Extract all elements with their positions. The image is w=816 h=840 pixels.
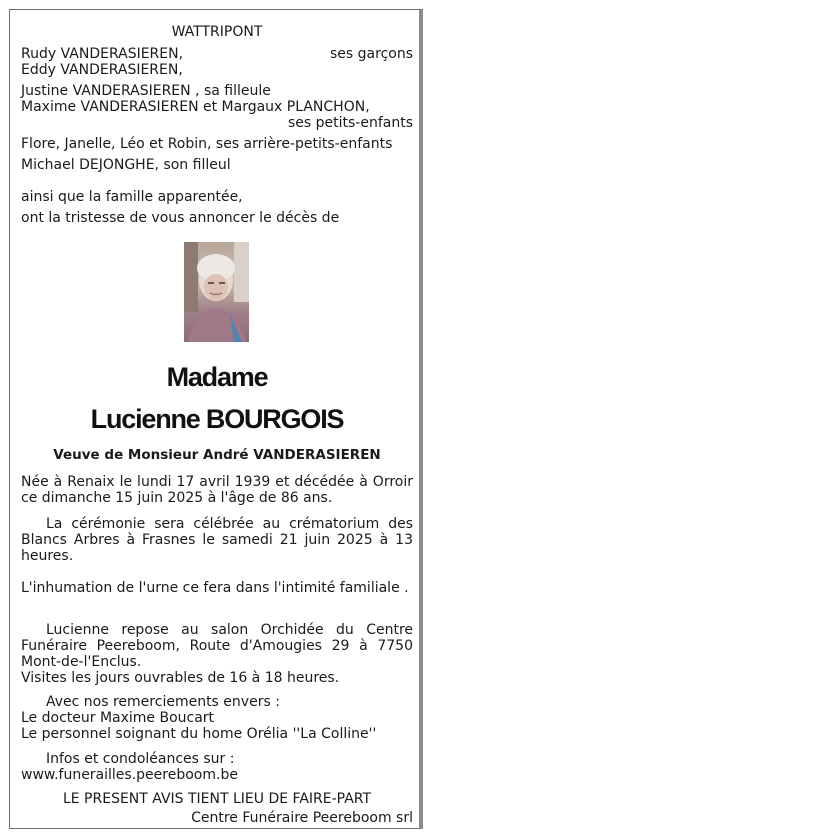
- family-member-justine: Justine VANDERASIEREN , sa filleule: [21, 83, 271, 99]
- thanks-doctor: Le docteur Maxime Boucart: [21, 710, 215, 726]
- inhumation-text: L'inhumation de l'urne ce fera dans l'intimité familiale .: [21, 580, 409, 596]
- birth-death-text: Née à Renaix le lundi 17 avril 1939 et décédée à Orroir ce dimanche 15 juin 2025 à l'âge de 86 ans.: [21, 474, 413, 506]
- rest-location-text: Lucienne repose au salon Orchidée du Centre Funéraire Peereboom, Route d'Amougies 29 à 7750 Mont-de-l'Enclus.: [21, 622, 413, 670]
- widow-of: Veuve de Monsieur André VANDERASIEREN: [53, 447, 381, 463]
- village-heading: WATTRIPONT: [171, 24, 263, 40]
- funeral-home-signature: Centre Funéraire Peereboom srl: [191, 810, 413, 826]
- death-notice: [9, 9, 423, 829]
- portrait-illustration: [184, 242, 249, 342]
- visits-text: Visites les jours ouvrables de 16 à 18 heures.: [21, 670, 340, 686]
- thanks-intro: Avec nos remerciements envers :: [46, 694, 280, 710]
- great-grandchildren: Flore, Janelle, Léo et Robin, ses arrière-petits-enfants: [21, 136, 393, 152]
- info-label: Infos et condoléances sur :: [46, 751, 235, 767]
- ceremony-text: La cérémonie sera célébrée au crématorium des Blancs Arbres à Frasnes le samedi 21 juin 2025 à 13 heures.: [21, 516, 413, 564]
- intro-line-1: ainsi que la famille apparentée,: [21, 189, 243, 205]
- deceased-title: Madame: [166, 362, 268, 392]
- family-member-maxime: Maxime VANDERASIEREN et Margaux PLANCHON,: [21, 99, 370, 115]
- deceased-portrait: [184, 242, 249, 342]
- thanks-staff: Le personnel soignant du home Orélia ''La Colline'': [21, 726, 377, 742]
- grandchildren-label: ses petits-enfants: [287, 115, 413, 131]
- family-member-eddy: Eddy VANDERASIEREN,: [21, 62, 183, 78]
- family-member-rudy: Rudy VANDERASIEREN,: [21, 46, 184, 62]
- family-member-michael: Michael DEJONGHE, son filleul: [21, 157, 231, 173]
- intro-line-2: ont la tristesse de vous annoncer le décès de: [21, 210, 340, 226]
- deceased-name: Lucienne BOURGOIS: [90, 404, 344, 434]
- faire-part-notice: LE PRESENT AVIS TIENT LIEU DE FAIRE-PART: [62, 791, 372, 807]
- sons-label: ses garçons: [330, 46, 413, 62]
- website-link[interactable]: www.funerailles.peereboom.be: [21, 767, 238, 783]
